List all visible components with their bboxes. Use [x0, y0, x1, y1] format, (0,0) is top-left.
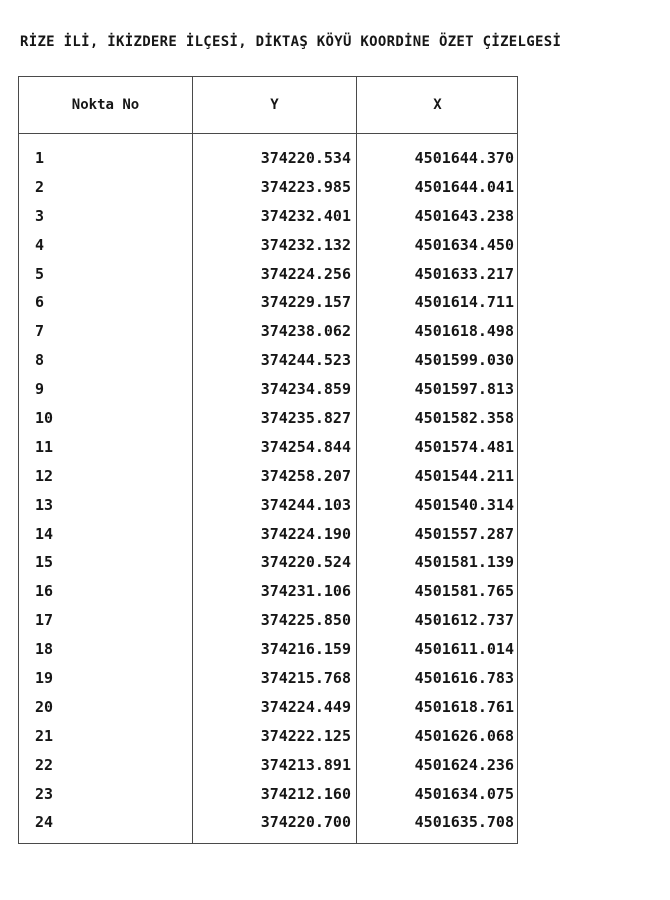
y-coordinate-cell: 374232.132: [260, 235, 351, 254]
point-number-cell: 16: [35, 582, 54, 601]
table-row: [19, 611, 517, 640]
x-coordinate-cell: 4501574.481: [414, 437, 514, 456]
table-row: [19, 756, 517, 785]
point-number-cell: 8: [35, 351, 45, 370]
x-coordinate-cell: 4501581.765: [414, 582, 514, 601]
point-number-cell: 18: [35, 640, 54, 659]
column-header-nokta-no: Nokta No: [71, 97, 140, 113]
table-row: [19, 149, 517, 178]
point-number-cell: 23: [35, 784, 54, 803]
point-number-cell: 12: [35, 466, 54, 485]
point-number-cell: 10: [35, 409, 54, 428]
x-coordinate-cell: 4501599.030: [414, 351, 514, 370]
y-coordinate-cell: 374224.190: [260, 524, 351, 543]
coordinate-table: [18, 76, 518, 844]
point-number-cell: 6: [35, 293, 45, 312]
table-row: [19, 207, 517, 236]
point-number-cell: 3: [35, 206, 45, 225]
y-coordinate-cell: 374231.106: [260, 582, 351, 601]
point-number-cell: 2: [35, 177, 45, 196]
table-row: [19, 293, 517, 322]
column-header-y: Y: [270, 97, 279, 113]
column-header-x: X: [433, 97, 442, 113]
header-divider: [19, 133, 517, 134]
table-body: [19, 149, 517, 842]
y-coordinate-cell: 374232.401: [260, 206, 351, 225]
x-coordinate-cell: 4501634.450: [414, 235, 514, 254]
point-number-cell: 17: [35, 611, 54, 630]
table-row: [19, 178, 517, 207]
x-coordinate-cell: 4501633.217: [414, 264, 514, 283]
table-row: [19, 727, 517, 756]
y-coordinate-cell: 374225.850: [260, 611, 351, 630]
y-coordinate-cell: 374254.844: [260, 437, 351, 456]
point-number-cell: 24: [35, 813, 54, 832]
x-coordinate-cell: 4501635.708: [414, 813, 514, 832]
y-coordinate-cell: 374224.256: [260, 264, 351, 283]
y-coordinate-cell: 374244.523: [260, 351, 351, 370]
point-number-cell: 22: [35, 755, 54, 774]
table-row: [19, 265, 517, 294]
table-row: [19, 813, 517, 842]
y-coordinate-cell: 374220.534: [260, 149, 351, 167]
x-coordinate-cell: 4501624.236: [414, 755, 514, 774]
y-coordinate-cell: 374229.157: [260, 293, 351, 312]
x-coordinate-cell: 4501612.737: [414, 611, 514, 630]
x-coordinate-cell: 4501618.498: [414, 322, 514, 341]
x-coordinate-cell: 4501611.014: [414, 640, 514, 659]
x-coordinate-cell: 4501644.370: [414, 149, 514, 167]
point-number-cell: 20: [35, 697, 54, 716]
y-coordinate-cell: 374220.524: [260, 553, 351, 572]
y-coordinate-cell: 374244.103: [260, 495, 351, 514]
table-row: [19, 409, 517, 438]
y-coordinate-cell: 374212.160: [260, 784, 351, 803]
x-coordinate-cell: 4501634.075: [414, 784, 514, 803]
y-coordinate-cell: 374258.207: [260, 466, 351, 485]
table-row: [19, 467, 517, 496]
y-coordinate-cell: 374215.768: [260, 669, 351, 688]
point-number-cell: 11: [35, 437, 54, 456]
point-number-cell: 21: [35, 726, 54, 745]
table-row: [19, 525, 517, 554]
point-number-cell: 19: [35, 669, 54, 688]
table-row: [19, 698, 517, 727]
table-row: [19, 351, 517, 380]
page-title: RİZE İLİ, İKİZDERE İLÇESİ, DİKTAŞ KÖYÜ KOORDİNE ÖZET ÇİZELGESİ: [20, 34, 562, 50]
point-number-cell: 9: [35, 380, 45, 399]
x-coordinate-cell: 4501618.761: [414, 697, 514, 716]
point-number-cell: 4: [35, 235, 45, 254]
point-number-cell: 1: [35, 149, 45, 167]
table-row: [19, 236, 517, 265]
y-coordinate-cell: 374238.062: [260, 322, 351, 341]
x-coordinate-cell: 4501597.813: [414, 380, 514, 399]
table-row: [19, 553, 517, 582]
x-coordinate-cell: 4501614.711: [414, 293, 514, 312]
y-coordinate-cell: 374216.159: [260, 640, 351, 659]
point-number-cell: 7: [35, 322, 45, 341]
point-number-cell: 5: [35, 264, 45, 283]
x-coordinate-cell: 4501582.358: [414, 409, 514, 428]
x-coordinate-cell: 4501643.238: [414, 206, 514, 225]
y-coordinate-cell: 374235.827: [260, 409, 351, 428]
y-coordinate-cell: 374213.891: [260, 755, 351, 774]
x-coordinate-cell: 4501644.041: [414, 177, 514, 196]
table-row: [19, 669, 517, 698]
table-row: [19, 640, 517, 669]
y-coordinate-cell: 374223.985: [260, 177, 351, 196]
point-number-cell: 14: [35, 524, 54, 543]
x-coordinate-cell: 4501626.068: [414, 726, 514, 745]
x-coordinate-cell: 4501540.314: [414, 495, 514, 514]
x-coordinate-cell: 4501581.139: [414, 553, 514, 572]
table-row: [19, 438, 517, 467]
table-row: [19, 380, 517, 409]
y-coordinate-cell: 374222.125: [260, 726, 351, 745]
y-coordinate-cell: 374234.859: [260, 380, 351, 399]
table-row: [19, 496, 517, 525]
table-row: [19, 582, 517, 611]
table-row: [19, 785, 517, 814]
point-number-cell: 15: [35, 553, 54, 572]
x-coordinate-cell: 4501616.783: [414, 669, 514, 688]
point-number-cell: 13: [35, 495, 54, 514]
y-coordinate-cell: 374220.700: [260, 813, 351, 832]
y-coordinate-cell: 374224.449: [260, 697, 351, 716]
x-coordinate-cell: 4501544.211: [414, 466, 514, 485]
table-row: [19, 322, 517, 351]
x-coordinate-cell: 4501557.287: [414, 524, 514, 543]
